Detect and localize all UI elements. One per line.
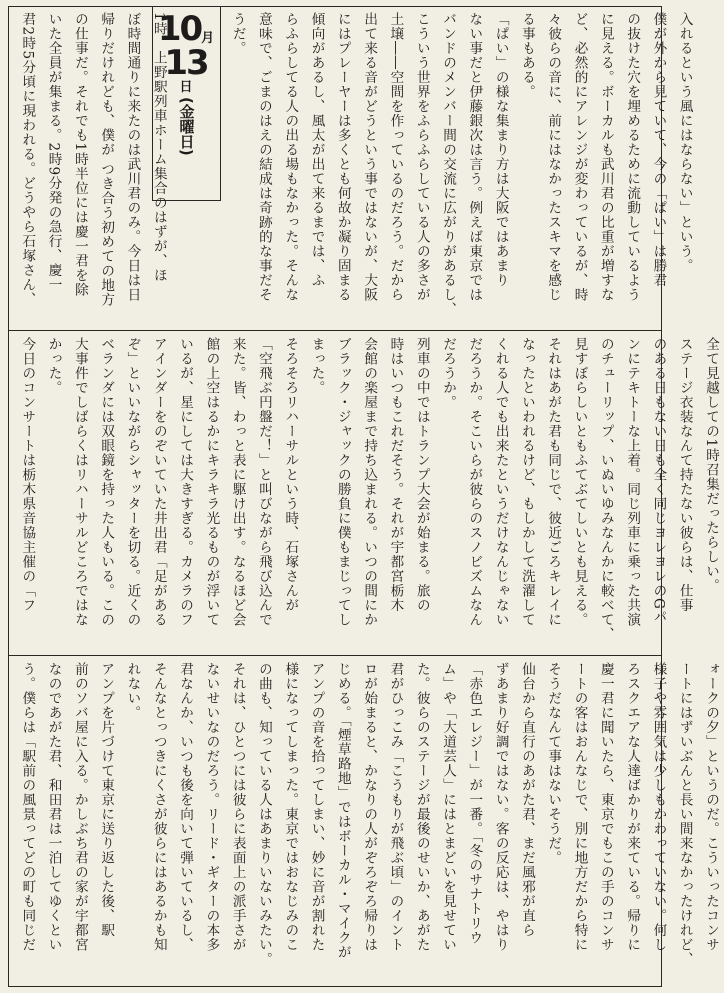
weekday: (金曜日) [177,97,196,156]
text-line: ない事だと伊藤銀次は言う。例えば東京では [466,12,483,302]
text-line: 大事件でしばらくはリハーサルどころではな [71,337,88,627]
text-line: いるが、星にしては大きすぎる。カメラのフ [177,337,194,627]
text-line: ずあまり好調ではない。客の反応は、やはり [492,662,509,952]
text-line: ブラック・ジャックの勝負に僕もまじってし [334,337,351,627]
text-line [172,12,198,326]
text-line: 時はいつもこれだそう。それが宇都宮栃木 [387,337,404,613]
text-line: 君2時5分頃に現われる。どうやら石塚さん、 [19,12,36,307]
text-line: 意味で、ごまのはえの結成は奇跡的な事だそ [255,12,272,302]
text-line: ロが始まると、かなりの人がぞろぞろ帰りは [361,662,378,952]
text-line: なったといわれるけど、もしかして洗濯して [518,337,535,627]
section-bottom-text [14,662,724,982]
text-line: いた全員が集まる。2時9分発の急行、慶一 [45,12,62,293]
day-number: 13 [164,43,208,83]
text-line: まった。 [308,337,325,395]
text-line: 全て見越しての1時召集だったらしい。 [703,337,720,594]
text-line: の抜けた穴を埋めるために流動しているよう [624,12,641,302]
text-line: らふらしてる人の出る場もなかった。そんな [282,12,299,302]
text-line: アインダーをのぞいていた井出君「足がある [150,337,167,627]
section-top-text [14,9,698,326]
text-line: それは、ひとつには彼らに表面上の派手さが [229,662,246,952]
text-line: 君なんか、いつも後を向いて弾いているし、 [177,662,194,952]
section-bottom [14,662,720,982]
text-line: る事もある。 [518,12,535,99]
text-line: バンドのメンバー間の交流に広がりがあるし、 [440,12,457,317]
text-line: うだ。 [229,12,246,56]
text-line: 入れるという風にはならない」という。 [676,12,693,273]
section-middle-text [14,337,724,651]
text-line: 慶一君に聞いたら、東京でもこの手のコンサ [597,662,614,952]
text-line: だろうか。そこいらが彼らのスノビズムなん [466,337,483,627]
text-line: 1時、上野駅列車ホーム集合のはずが、ほ [150,12,167,283]
text-line: 々彼らの音に、前にはなかったスキマを感じ [545,12,562,302]
text-line: アンプを片づけて東京に送り返した後、駅 [98,662,115,938]
text-line: ンにテキトーな上着。同じ列車に乗った共演 [624,337,641,627]
left-border [8,6,9,987]
text-line: アンプの音を拾ってしまい、妙に音が割れた [308,662,325,952]
text-line: に見える。ボーカルも武川君の比重が増すな [597,12,614,302]
section-middle [14,337,720,651]
text-line: れない。 [124,662,141,720]
text-line: 前のソバ屋に入る。かしぶち君の家が宇都宮 [71,662,88,952]
middle-divider-2 [8,655,662,656]
text-line: ートの客はおんなじで、別に地方だから特に [571,662,588,952]
text-line: 会館の楽屋まで持ち込まれる。いつの間にか [361,337,378,627]
text-line: 傾向があるし、風太が出て来るまでは、ふ [308,12,325,288]
text-line: 館の上空はるかにキラキラ光るものが浮いて [203,337,220,627]
text-line: 仙台から直行のあがた君、まだ風邪が直ら [518,662,535,938]
text-line: 「ぱい」の様な集まり方は大阪ではあまり [492,12,509,288]
text-line: くれる人でも出来たというだけなんじゃない [492,337,509,627]
text-line: こういう世界をふらふらしている人の多さが [413,12,430,302]
text-line: ぞ」といいながらシャッターを切る。近くの [124,337,141,627]
middle-divider-1 [8,330,662,331]
text-line: ベランダには双眼鏡を持った人もいる。この [98,337,115,627]
text-line: のチューリップ、いぬいゆみなんかに較べて、 [597,337,614,642]
text-line: ム」や「大道芸人」にはとまどいを見せてい [440,662,457,952]
text-line: じめる。「煙草路地」ではボーカル・マイクが [334,662,351,960]
text-line: ぼ時間通りに来たのは武川君のみ。今日は日 [124,12,141,302]
text-line [198,12,224,326]
text-line: 帰りだけれども、僕が つき合う初めての地方 [98,12,115,308]
text-line: ど、必然的にアレンジが変わっているが、時 [571,12,588,302]
text-line: 「空飛ぶ円盤だ！」と叫びながら飛び込んで [255,337,272,627]
month-char: 月 [201,31,215,46]
text-line: 土壌――空間を作っているのだろう。だから [387,12,404,302]
section-top [14,9,693,326]
text-line: た。彼らのステージが最後のせいか、あがた [413,662,430,952]
text-line: そろそろリハーサルという時、石塚さんが [282,337,299,613]
text-line: ォークの夕」というのだ。こういったコンサ [703,662,720,952]
text-line: ろスクエアな人達ばかりが来ている。帰りに [624,662,641,952]
month-number: 10 [157,9,202,49]
text-line: 列車の中ではトランプ大会が始まる。旅の [413,337,430,613]
bottom-border [8,986,662,987]
text-line: の曲も、知っている人はあまりいないみたい。 [255,662,272,967]
text-line: ステージ衣装なんて持たない彼らは、仕事 [676,337,693,613]
text-line: 「赤色エレジー」が一番。「冬のサナトリウ [466,662,483,946]
text-line: ないせいなのだろう。リード・ギターの本多 [203,662,220,952]
text-line: そうだなんて事はないそうだ。 [545,662,562,865]
text-line: の仕事だ。それでも1時半位には慶一君を除 [71,12,88,298]
day-char: 日 [179,80,193,95]
text-line: 来た。皆、わっと表に駆け出す。なるほど会 [229,337,246,627]
text-line: のある日もない日も全く同じヨレヨレのGパ [650,337,667,625]
text-line: 僕が外から見ていて、今の「ぱい」は勝君 [650,12,667,288]
text-line: だろうか。 [440,337,457,410]
text-line: 様子や雰囲気は少しもかわっていない。何し [650,662,667,952]
text-line: う。僕らは「駅前の風景ってどの町も同じだ [19,662,36,952]
text-line: 君がひっこみ「こうもりが飛ぶ頃」のイント [387,662,404,952]
text-line: ートにはずいぶんと長い間来なかったけれど、 [676,662,693,967]
top-border [8,6,662,7]
text-line: 出て来る音がどうという事ではないが、大阪 [361,12,378,302]
text-line: そんなとっつきにくさが彼らにはあるかも知 [150,662,167,952]
text-line: かった。 [45,337,62,395]
text-line: 様になってしまった。東京ではおなじみのこ [282,662,299,952]
text-line: 今日のコンサートは栃木県音協主催の「フ [19,337,36,613]
text-line: それはあがた君も同じで、彼近ごろキレイに [545,337,562,627]
text-line: にはプレーヤーは多くとも何故か凝り固まる [334,12,351,302]
text-line: 見すぼらしいともふてぶてしいとも見える。 [571,337,588,627]
text-line: なのであがた君、和田君は一泊してゆくとい [45,662,62,952]
